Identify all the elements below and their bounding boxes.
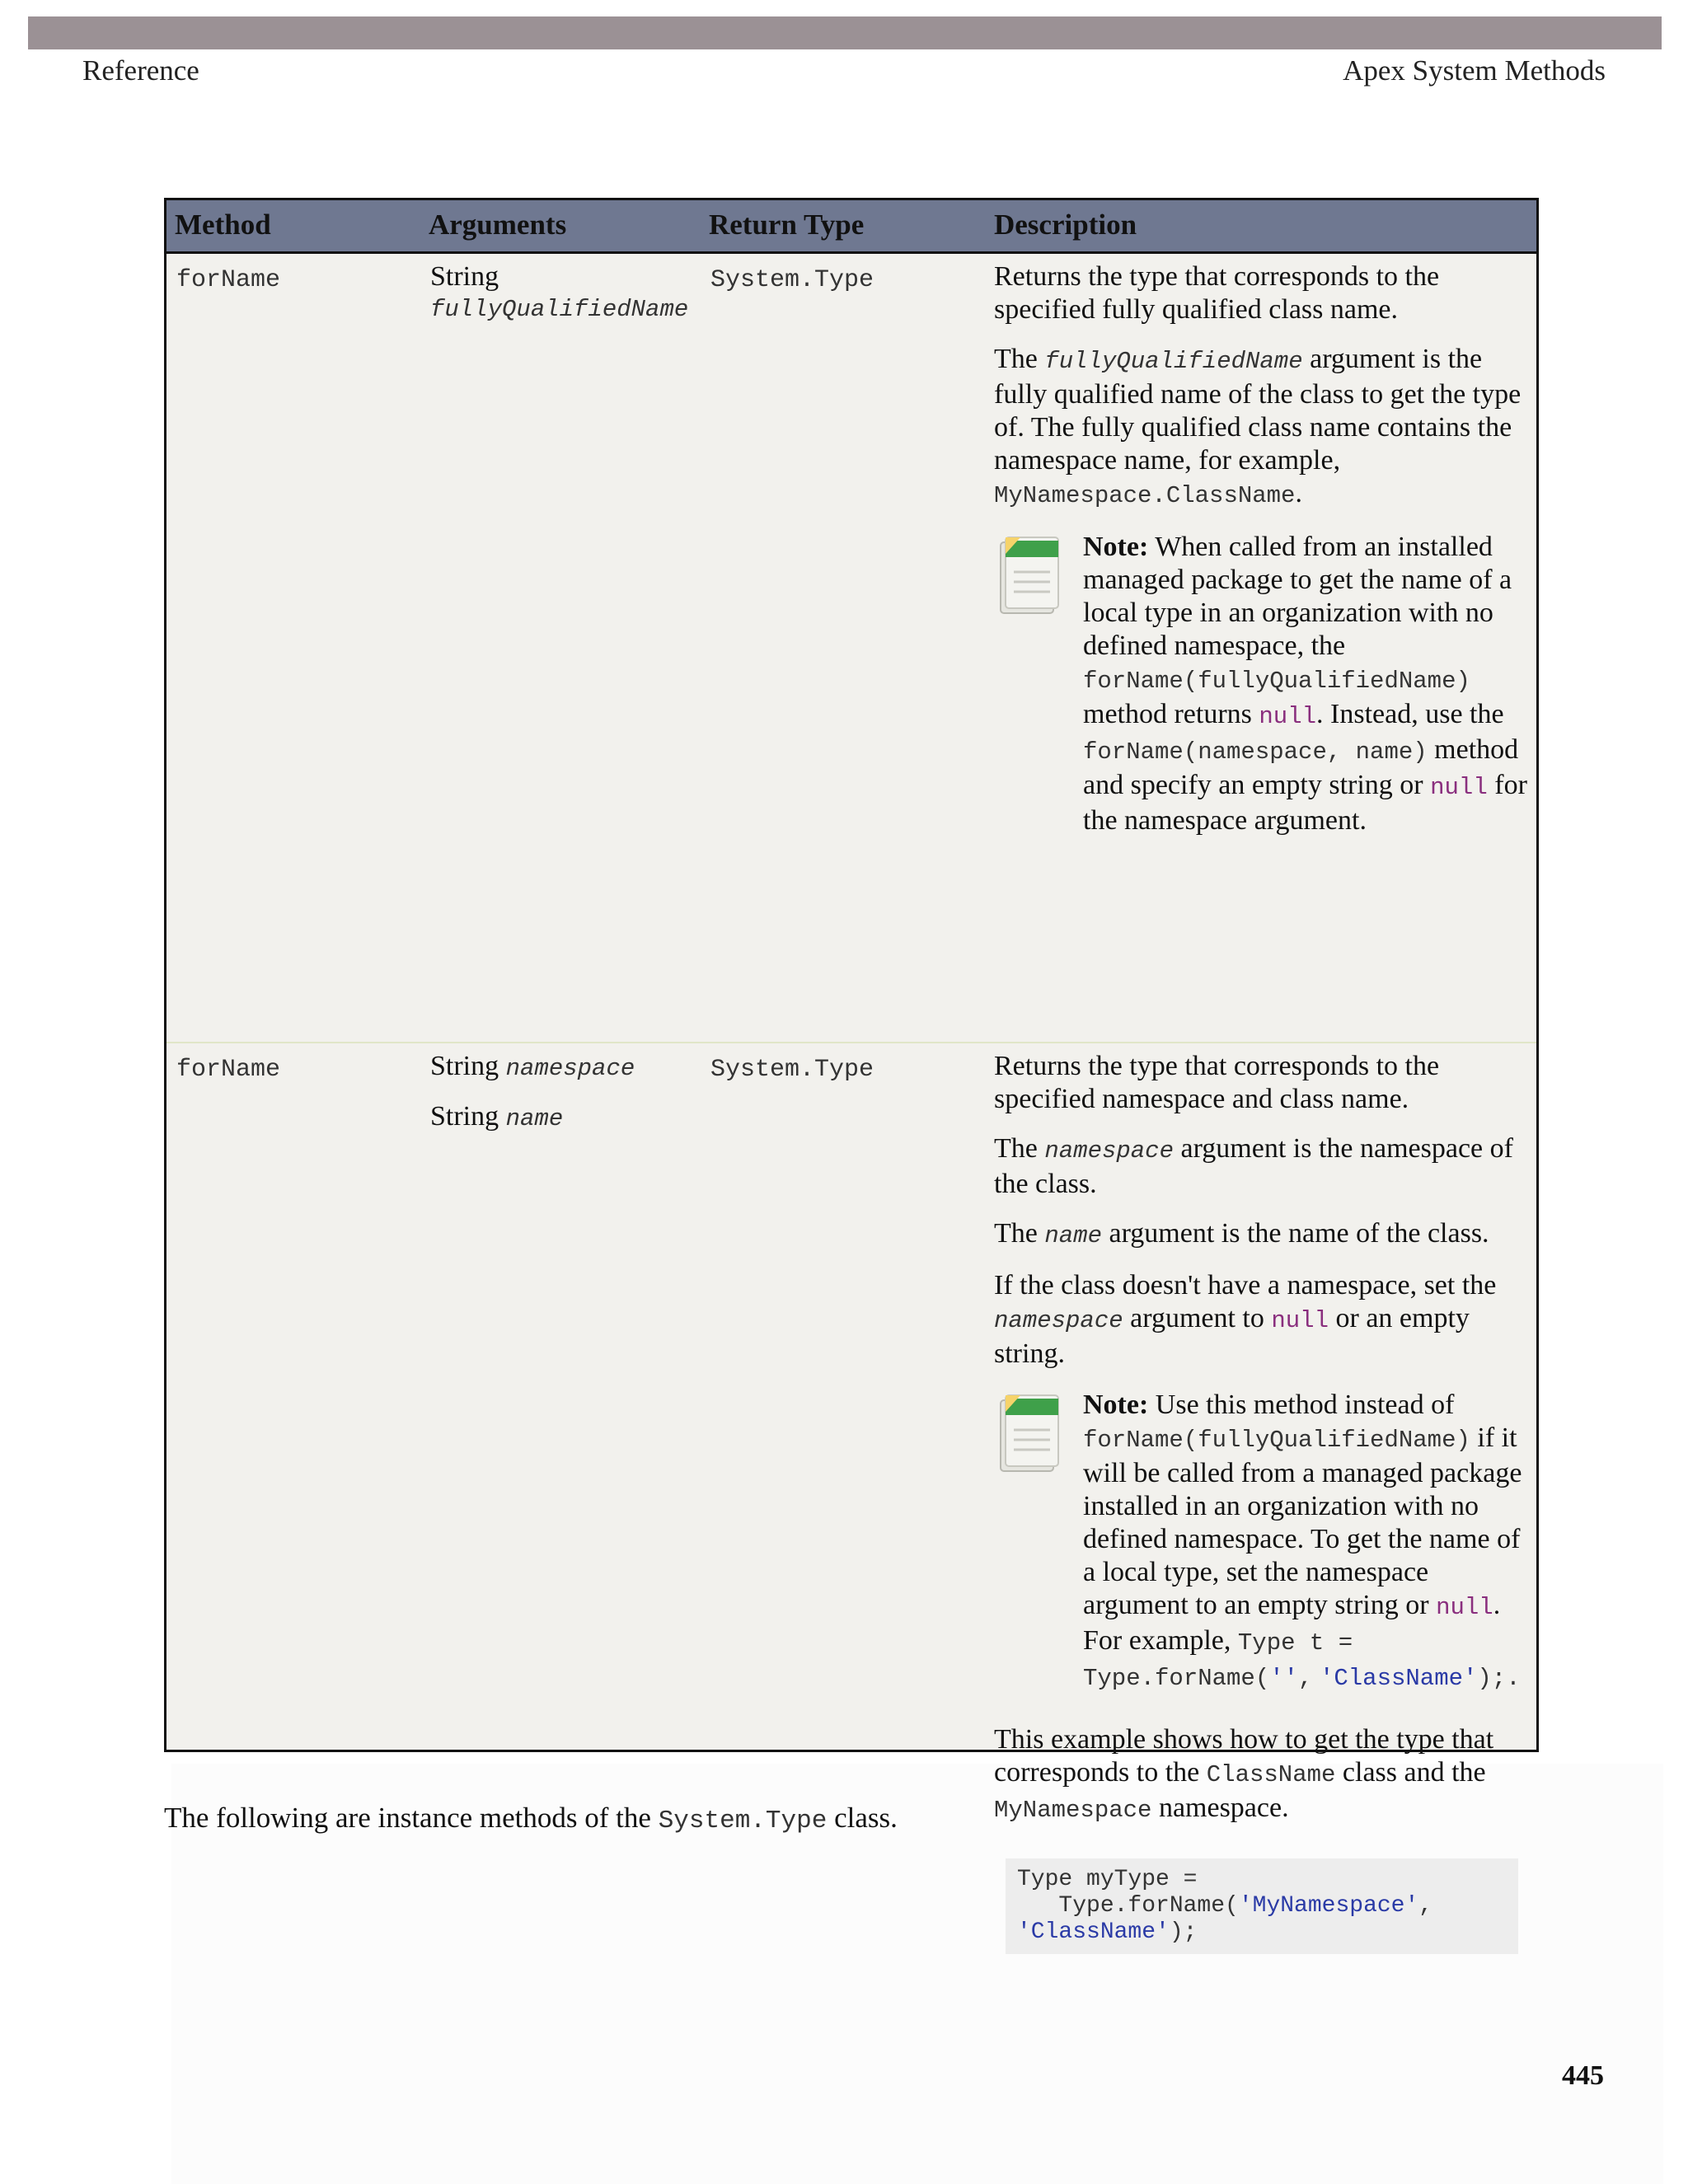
column-header-arguments: Arguments <box>429 209 567 241</box>
note-box: Note: When called from an installed managed package to get the name of a local type in an organization with no defined namespace, the forName(fullyQualifiedName) method returns null. Instead, use the forName(namespace, name) method and specify an empty string or null for the namespace argument. <box>994 531 1531 837</box>
description-paragraph: Returns the type that corresponds to the specified namespace and class name. <box>994 1051 1440 1114</box>
note-icon <box>996 534 1063 620</box>
table-row <box>166 254 1536 1040</box>
return-type: System.Type <box>710 1056 874 1084</box>
code-example: Type myType = Type.forName('MyNamespace', 'ClassName'); <box>1006 1858 1518 1954</box>
table-row <box>166 1042 1536 1945</box>
description-paragraph: This example shows how to get the type that corresponds to the ClassName class and the MyNamespace namespace. <box>994 1724 1494 1824</box>
instance-methods-intro: The following are instance methods of the System.Type class. <box>164 1802 898 1835</box>
arg-type: String <box>430 261 499 292</box>
argument: String name <box>430 1101 564 1132</box>
header-bar <box>28 16 1662 49</box>
method-name: forName <box>176 1056 281 1084</box>
table-header <box>166 200 1536 254</box>
column-header-description: Description <box>994 209 1137 241</box>
description-cell <box>994 1050 1531 1954</box>
header-right: Apex System Methods <box>1343 54 1606 87</box>
note-label: Note: <box>1083 1390 1149 1420</box>
return-type: System.Type <box>710 266 874 294</box>
description-paragraph: If the class doesn't have a namespace, set the namespace argument to null or an empty string. <box>994 1270 1497 1369</box>
description-paragraph: The fullyQualifiedName argument is the fully qualified name of the class to get the type of. The fully qualified class name contains the namespace name, for example, MyNamespace.ClassName. <box>994 344 1522 509</box>
column-header-method: Method <box>175 209 271 241</box>
argument: String namespace <box>430 1051 635 1082</box>
page-number: 445 <box>1562 2060 1604 2091</box>
method-name: forName <box>176 266 281 294</box>
arguments-cell <box>430 260 702 326</box>
header-left: Reference <box>82 54 199 87</box>
note-icon <box>996 1392 1063 1478</box>
description-paragraph: The namespace argument is the namespace of the class. <box>994 1133 1513 1199</box>
description-paragraph: The name argument is the name of the class. <box>994 1218 1489 1249</box>
column-header-return-type: Return Type <box>709 209 865 241</box>
arg-name: fullyQualifiedName <box>430 296 689 323</box>
description-paragraph: Returns the type that corresponds to the specified fully qualified class name. <box>994 261 1440 325</box>
note-box: Note: Use this method instead of forName(fullyQualifiedName) if it will be called from a managed package installed in an organization with no defined namespace. To get the name of a local type, set the namespace argument to an empty string or null. For example, Type t = Type.forName('', 'ClassName');. <box>994 1389 1531 1695</box>
arguments-cell <box>430 1050 702 1136</box>
description-cell <box>994 260 1531 854</box>
note-label: Note: <box>1083 532 1149 562</box>
